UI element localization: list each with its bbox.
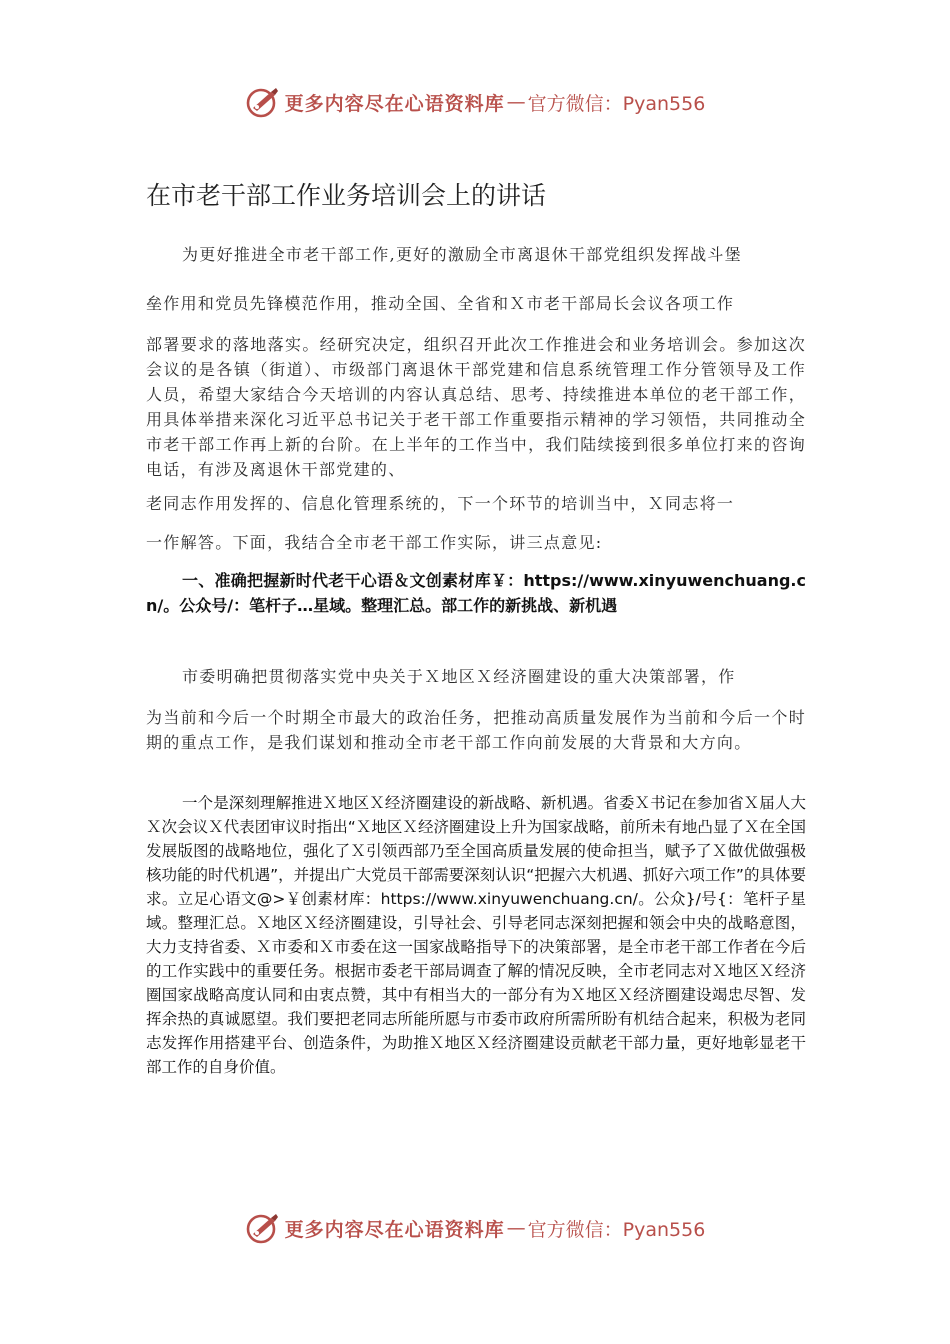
intro-paragraph-body: 部署要求的落地落实。经研究决定，组织召开此次工作推进会和业务培训会。参加这次会议的是各镇（街道）、市级部门离退休干部党建和信息系统管理工作分管领导及工作人员，希望大家结合今天培训的内容认真总结、思考、持续推进本单位的老干部工作，用具体举措来深化习近平总书记关于老干部工作重要指示精神的学习领悟，共同推动全市老干部工作再上新的台阶。在上半年的工作当中，我们陆续接到很多单位打来的咨询电话，有涉及离退休干部党建的、 bbox=[146, 335, 806, 479]
intro-line-b: 一作解答。下面，我结合全市老干部工作实际，讲三点意见: bbox=[146, 533, 603, 552]
document-title: 在市老干部工作业务培训会上的讲话 bbox=[146, 181, 547, 210]
pen-logo-icon bbox=[245, 84, 281, 120]
intro-line-2: 垒作用和党员先锋模范作用，推动全国、全省和Ｘ市老干部局长会议各项工作 bbox=[146, 294, 735, 313]
intro-line-1: 为更好推进全市老干部工作,更好的激励全市离退休干部党组织发挥战斗堡 bbox=[182, 245, 742, 264]
pen-logo-icon bbox=[245, 1210, 281, 1246]
footer-banner bbox=[0, 1208, 950, 1248]
para2-line-1: 市委明确把贯彻落实党中央关于Ｘ地区Ｘ经济圈建设的重大决策部署，作 bbox=[182, 667, 736, 686]
banner-text: 更多内容尽在心语资料库 bbox=[284, 92, 505, 115]
banner-wechat: 官方微信：Pyan556 bbox=[527, 92, 706, 115]
para2-body: 为当前和今后一个时期全市最大的政治任务，把推动高质量发展作为当前和今后一个时期的重点工作，是我们谋划和推动全市老干部工作向前发展的大背景和大方向。 bbox=[146, 708, 806, 752]
banner-separator: — bbox=[506, 91, 526, 113]
header-banner bbox=[0, 82, 950, 122]
para3-body: 一个是深刻理解推进Ｘ地区Ｘ经济圈建设的新战略、新机遇。省委Ｘ书记在参加省Ｘ届人大Ｘ次会议Ｘ代表团审议时指出“Ｘ地区Ｘ经济圈建设上升为国家战略，前所未有地凸显了Ｘ在全国发展版图的战略地位，强化了Ｘ引领西部乃至全国高质量发展的使命担当，赋予了Ｘ做优做强极核功能的时代机遇”，并提出广大党员干部需要深刻认识“把握六大机遇、抓好六项工作”的具体要求。立足心语文@>￥创素材库：https://www.xinyuwenchuang.cn/。公众}/号{：笔杆子星域。整理汇总。Ｘ地区Ｘ经济圈建设，引导社会、引导老同志深刻把握和领会中央的战略意图，大力支持省委、Ｘ市委和Ｘ市委在这一国家战略指导下的决策部署，是全市老干部工作者在今后的工作实践中的重要任务。根据市委老干部局调查了解的情况反映，全市老同志对Ｘ地区Ｘ经济圈国家战略高度认同和由衷点赞，其中有相当大的一部分有为Ｘ地区Ｘ经济圈建设竭忠尽智、发挥余热的真诚愿望。我们要把老同志所能所愿与市委市政府所需所盼有机结合起来，积极为老同志发挥作用搭建平台、创造条件，为助推Ｘ地区Ｘ经济圈建设贡献老干部力量，更好地彰显老干部工作的自身价值。 bbox=[146, 794, 806, 1076]
intro-line-a: 老同志作用发挥的、信息化管理系统的，下一个环节的培训当中，Ｘ同志将一 bbox=[146, 494, 735, 513]
banner-separator: — bbox=[506, 1217, 526, 1239]
banner-wechat: 官方微信：Pyan556 bbox=[527, 1218, 706, 1241]
banner-text: 更多内容尽在心语资料库 bbox=[284, 1218, 505, 1241]
section-heading-1: 一、准确把握新时代老干心语＆文创素材库￥：https://www.xinyuwenchuang.cn/。公众号/：笔杆子…星域。整理汇总。部工作的新挑战、新机遇 bbox=[146, 571, 806, 615]
